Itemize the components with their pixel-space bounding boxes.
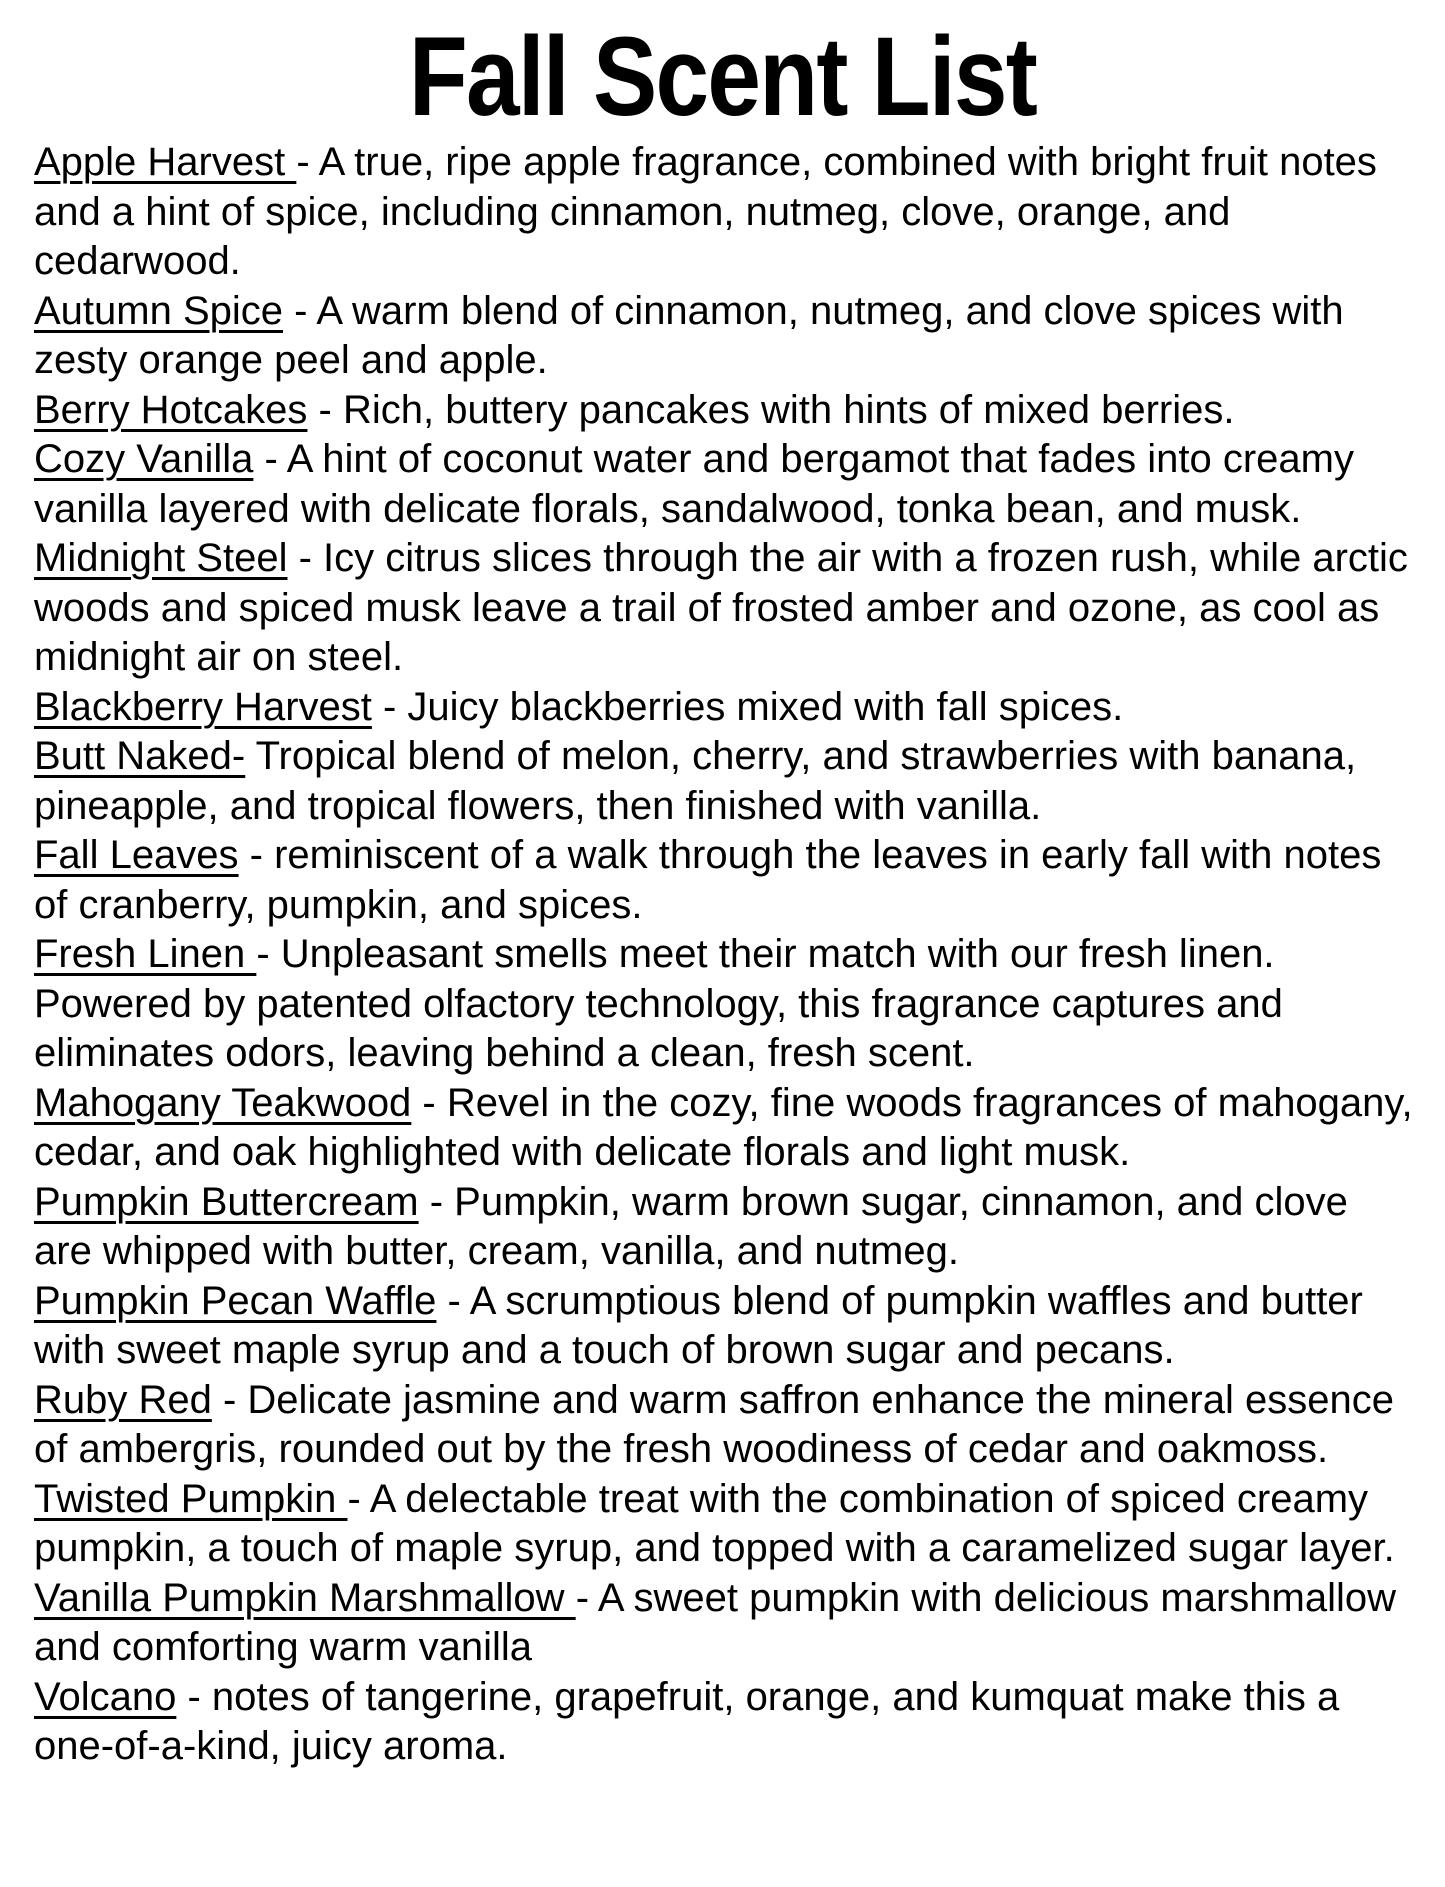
scent-description: Tropical blend of melon, cherry, and strawberries with banana, pineapple, and tropical flowers, then finished with vanilla. <box>34 734 1357 828</box>
scent-entry-berry-hotcakes <box>34 386 1414 436</box>
scent-description: - A sweet pumpkin with delicious marshmallow and comforting warm vanilla <box>34 1575 1397 1669</box>
scent-name: Cozy Vanilla <box>34 437 254 481</box>
scent-entry-twisted-pumpkin <box>34 1475 1414 1574</box>
scent-name: Fall Leaves <box>34 833 239 877</box>
scent-name: Ruby Red <box>34 1377 212 1422</box>
scent-description: - Icy citrus slices through the air with a frozen rush, while arctic woods and spiced musk leave a trail of frosted amber and ozone, as cool as midnight air on steel. <box>34 536 1408 679</box>
scent-name: Autumn Spice <box>34 288 284 333</box>
scent-name: Vanilla Pumpkin Marshmallow <box>34 1575 576 1620</box>
scent-name: Pumpkin Pecan Waffle <box>34 1278 437 1323</box>
scent-description: - A delectable treat with the combination of spiced creamy pumpkin, a touch of maple syrup, and topped with a caramelized sugar layer. <box>34 1476 1395 1570</box>
scent-name: Blackberry Harvest <box>34 684 372 729</box>
scent-name: Mahogany Teakwood <box>34 1080 412 1125</box>
scent-entry-fresh-linen <box>34 930 1414 1079</box>
scent-description: - Revel in the cozy, fine woods fragrances of mahogany, cedar, and oak highlighted with delicate florals and light musk. <box>34 1080 1413 1174</box>
page-title: Fall Scent List <box>408 14 1037 139</box>
scent-entry-volcano <box>34 1673 1414 1772</box>
scent-entry-pumpkin-pecan-waffle <box>34 1277 1414 1376</box>
scent-description: - Rich, buttery pancakes with hints of mixed berries. <box>307 387 1235 432</box>
scent-entry-ruby-red <box>34 1376 1414 1475</box>
scent-name: Fresh Linen <box>34 932 257 976</box>
scent-name: Berry Hotcakes <box>34 387 308 432</box>
scent-description: - Unpleasant smells meet their match with our fresh linen. Powered by patented olfactory technology, this fragrance captures and eliminates odors, leaving behind a clean, fresh scent. <box>34 932 1283 1075</box>
scent-name: Apple Harvest <box>34 140 297 184</box>
scent-name: Twisted Pumpkin <box>34 1476 348 1521</box>
scent-entry-autumn-spice <box>34 287 1414 386</box>
scent-entry-butt-naked <box>34 732 1414 831</box>
scent-description: - A true, ripe apple fragrance, combined with bright fruit notes and a hint of spice, including cinnamon, nutmeg, clove, orange, and cedarwood. <box>34 140 1377 283</box>
scent-entry-midnight-steel <box>34 534 1414 683</box>
scent-name: Midnight Steel <box>34 536 288 580</box>
scent-name: Pumpkin Buttercream <box>34 1179 419 1224</box>
document-page <box>0 16 1445 1887</box>
scent-entry-fall-leaves <box>34 831 1414 930</box>
scent-description: - reminiscent of a walk through the leaves in early fall with notes of cranberry, pumpkin, and spices. <box>34 833 1382 927</box>
scent-description: - notes of tangerine, grapefruit, orange, and kumquat make this a one-of-a-kind, juicy aroma. <box>34 1674 1340 1768</box>
scent-list <box>0 138 1445 1772</box>
scent-entry-cozy-vanilla <box>34 435 1414 534</box>
scent-entry-apple-harvest <box>34 138 1414 287</box>
scent-name: Volcano <box>34 1674 177 1719</box>
scent-description: - A hint of coconut water and bergamot that fades into creamy vanilla layered with delicate florals, sandalwood, tonka bean, and musk. <box>34 437 1354 531</box>
scent-entry-mahogany-teakwood <box>34 1079 1414 1178</box>
scent-entry-vanilla-pumpkin-marshmallow <box>34 1574 1414 1673</box>
scent-entry-pumpkin-buttercream <box>34 1178 1414 1277</box>
scent-name: Butt Naked- <box>34 734 246 778</box>
scent-description: - Pumpkin, warm brown sugar, cinnamon, and clove are whipped with butter, cream, vanilla, and nutmeg. <box>34 1179 1348 1273</box>
scent-description: - A warm blend of cinnamon, nutmeg, and clove spices with zesty orange peel and apple. <box>34 288 1344 382</box>
scent-description: - A scrumptious blend of pumpkin waffles and butter with sweet maple syrup and a touch of brown sugar and pecans. <box>34 1278 1363 1372</box>
scent-description: - Juicy blackberries mixed with fall spices. <box>371 684 1124 729</box>
scent-entry-blackberry-harvest <box>34 683 1414 733</box>
scent-description: - Delicate jasmine and warm saffron enhance the mineral essence of ambergris, rounded out by the fresh woodiness of cedar and oakmoss. <box>34 1377 1394 1471</box>
